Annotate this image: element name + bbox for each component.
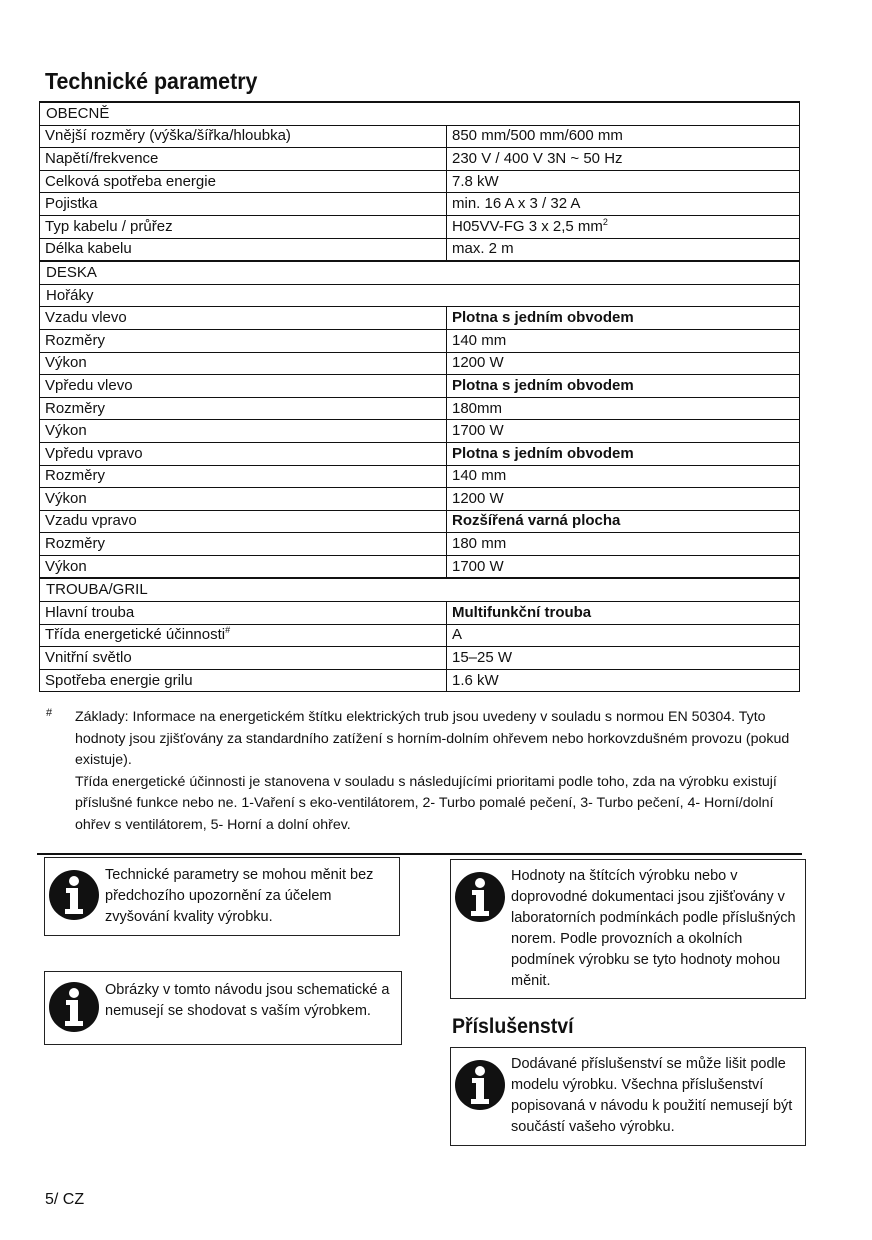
param-value [447, 488, 800, 511]
info-icon [46, 978, 102, 1036]
table-row [40, 215, 800, 238]
param-value-text: 180 mm [452, 535, 507, 553]
param-value [447, 125, 800, 148]
param-name-text: Typ kabelu / průřez [45, 217, 173, 235]
param-value [447, 329, 800, 352]
param-value-text: 850 mm/500 mm/600 mm [452, 127, 623, 145]
table-row [40, 375, 800, 398]
param-value-text: 180mm [452, 399, 503, 417]
param-value-text: 140 mm [452, 467, 507, 485]
table-row [40, 238, 800, 261]
info-note-accessories [450, 1047, 806, 1146]
param-name-text: Výkon [45, 354, 87, 372]
info-note-specs [44, 857, 400, 936]
param-value-text: A [452, 626, 463, 644]
param-name [40, 420, 447, 443]
param-value-text: 1700 W [452, 557, 504, 575]
param-value-text: 1200 W [452, 354, 504, 372]
param-name-text: Vzadu vpravo [45, 512, 137, 530]
param-name [40, 215, 447, 238]
table-row [40, 488, 800, 511]
info-note-text: Dodávané příslušenství se může lišit podle modelu výrobku. Všechna příslušenství popisovaná v návodu k použití nemusejí být součástí vašeho výrobku. [511, 1056, 793, 1135]
param-value [447, 442, 800, 465]
param-value-text: 15–25 W [452, 649, 513, 667]
table-row [40, 465, 800, 488]
param-value-text: min. 16 A x 3 / 32 A [452, 195, 581, 213]
param-value-text: 140 mm [452, 331, 507, 349]
param-value-text: 1700 W [452, 422, 504, 440]
param-value [447, 352, 800, 375]
param-value [447, 420, 800, 443]
table-row [40, 307, 800, 330]
footnote-mark: # [46, 707, 53, 719]
param-value [447, 238, 800, 261]
param-value-text: 1.6 kW [452, 671, 499, 689]
param-name-text: Vzadu vlevo [45, 309, 127, 327]
table-row [40, 669, 800, 692]
table-row [40, 397, 800, 420]
param-name-text: Pojistka [45, 195, 98, 213]
param-name [40, 307, 447, 330]
info-note-text: Technické parametry se mohou měnit bez předchozího upozornění za účelem zvyšování kvality výrobku. [105, 867, 374, 925]
table-row [40, 624, 800, 647]
param-name-text: Rozměry [45, 399, 106, 417]
param-value-text: 230 V / 400 V 3N ~ 50 Hz [452, 149, 623, 167]
table-row [40, 602, 800, 625]
section-label: OBECNĚ [40, 102, 800, 125]
info-icon [46, 866, 102, 924]
param-name-text: Hlavní trouba [45, 603, 135, 621]
param-name [40, 170, 447, 193]
param-name-text: Rozměry [45, 535, 106, 553]
param-name-text: Vpředu vpravo [45, 444, 143, 462]
param-value-text: 1200 W [452, 489, 504, 507]
footnote-paragraph-2: Třída energetické účinnosti je stanovena v souladu s následujícími prioritami podle toho, zda na výrobku existují příslušné funkce nebo ne. 1-Vaření s eko-ventilátorem, 2- Turbo pomalé pečení, 3- Turbo pečení, 4- Horní/dolní ohřev s ventilátorem, 5- Horní a dolní ohřev. [75, 773, 777, 833]
footnote-paragraph-1: Základy: Informace na energetickém štítku elektrických trub jsou uvedeny v souladu s normou EN 50304. Tyto hodnoty jsou zjišťovány za standardního zatížení s horním-dolním ohřevem nebo horkovzdušném provozu (pokud existuje). [75, 709, 790, 768]
param-value [447, 510, 800, 533]
table-row [40, 329, 800, 352]
table-row [40, 420, 800, 443]
param-name [40, 555, 447, 578]
param-value-text: Plotna s jedním obvodem [452, 309, 634, 327]
param-name-text: Celková spotřeba energie [45, 172, 216, 190]
subsection-header [40, 284, 800, 307]
param-value-text: Multifunkční trouba [452, 603, 592, 621]
param-value-text: max. 2 m [452, 240, 514, 258]
param-name [40, 148, 447, 171]
page-title: Technické parametry [45, 68, 258, 94]
table-row [40, 352, 800, 375]
param-name-text: Rozměry [45, 331, 106, 349]
table-row [40, 125, 800, 148]
table-row [40, 533, 800, 556]
page-number: 5/ CZ [45, 1191, 85, 1208]
param-value-text: Rozšířená varná plocha [452, 512, 621, 530]
table-row [40, 193, 800, 216]
param-value [447, 555, 800, 578]
param-value [447, 397, 800, 420]
param-value [447, 148, 800, 171]
param-name-text: Výkon [45, 489, 87, 507]
param-value [447, 602, 800, 625]
param-value-text: Plotna s jedním obvodem [452, 444, 634, 462]
param-name-text: Výkon [45, 422, 87, 440]
param-name [40, 488, 447, 511]
param-value [447, 465, 800, 488]
divider [37, 853, 802, 855]
param-value [447, 533, 800, 556]
info-note-values [450, 859, 806, 999]
accessories-heading: Příslušenství [452, 1015, 574, 1038]
info-icon [452, 868, 508, 926]
param-value-text: 7.8 kW [452, 172, 499, 190]
info-note-text: Obrázky v tomto návodu jsou schematické a nemusejí se shodovat s vaším výrobkem. [105, 982, 390, 1019]
param-value [447, 215, 800, 238]
param-name-text: Spotřeba energie grilu [45, 671, 193, 689]
param-name-text: Vpředu vlevo [45, 376, 133, 394]
param-name-text: Délka kabelu [45, 240, 132, 258]
param-name [40, 397, 447, 420]
param-name-text: Vnější rozměry (výška/šířka/hloubka) [45, 127, 291, 145]
param-name [40, 193, 447, 216]
param-value-text: H05VV-FG 3 x 2,5 mm [452, 217, 603, 235]
subsection-label: Hořáky [40, 284, 800, 307]
param-value [447, 193, 800, 216]
superscript: 2 [602, 216, 608, 227]
param-name [40, 669, 447, 692]
param-name [40, 125, 447, 148]
table-row [40, 170, 800, 193]
section-header [40, 261, 800, 284]
footnote-ref: # [225, 625, 231, 636]
param-name [40, 442, 447, 465]
param-value [447, 307, 800, 330]
spec-table [39, 101, 800, 692]
param-value [447, 170, 800, 193]
param-value [447, 375, 800, 398]
section-label: TROUBA/GRIL [40, 578, 800, 601]
param-name [40, 238, 447, 261]
footnote [46, 707, 795, 836]
param-name [40, 624, 447, 647]
table-row [40, 510, 800, 533]
param-name-text: Vnitřní světlo [45, 649, 132, 667]
section-header [40, 102, 800, 125]
param-name-text: Výkon [45, 557, 87, 575]
param-name [40, 465, 447, 488]
param-name [40, 329, 447, 352]
table-row [40, 148, 800, 171]
param-name [40, 510, 447, 533]
param-name-text: Třída energetické účinnosti [45, 626, 226, 644]
param-name-text: Rozměry [45, 467, 106, 485]
param-name [40, 375, 447, 398]
table-row [40, 555, 800, 578]
info-note-text: Hodnoty na štítcích výrobku nebo v doprovodné dokumentaci jsou zjišťovány v laboratorních podmínkách podle příslušných norem. Podle provozních a okolních podmínek výrobku se tyto hodnoty mohou měnit. [511, 868, 796, 989]
param-name [40, 352, 447, 375]
param-name [40, 602, 447, 625]
section-label: DESKA [40, 261, 800, 284]
table-row [40, 647, 800, 670]
param-name [40, 533, 447, 556]
param-value [447, 624, 800, 647]
param-name-text: Napětí/frekvence [45, 149, 159, 167]
param-value-text: Plotna s jedním obvodem [452, 376, 634, 394]
info-icon [452, 1056, 508, 1114]
section-header [40, 578, 800, 601]
param-value [447, 647, 800, 670]
info-note-images [44, 971, 402, 1045]
table-row [40, 442, 800, 465]
param-name [40, 647, 447, 670]
param-value [447, 669, 800, 692]
